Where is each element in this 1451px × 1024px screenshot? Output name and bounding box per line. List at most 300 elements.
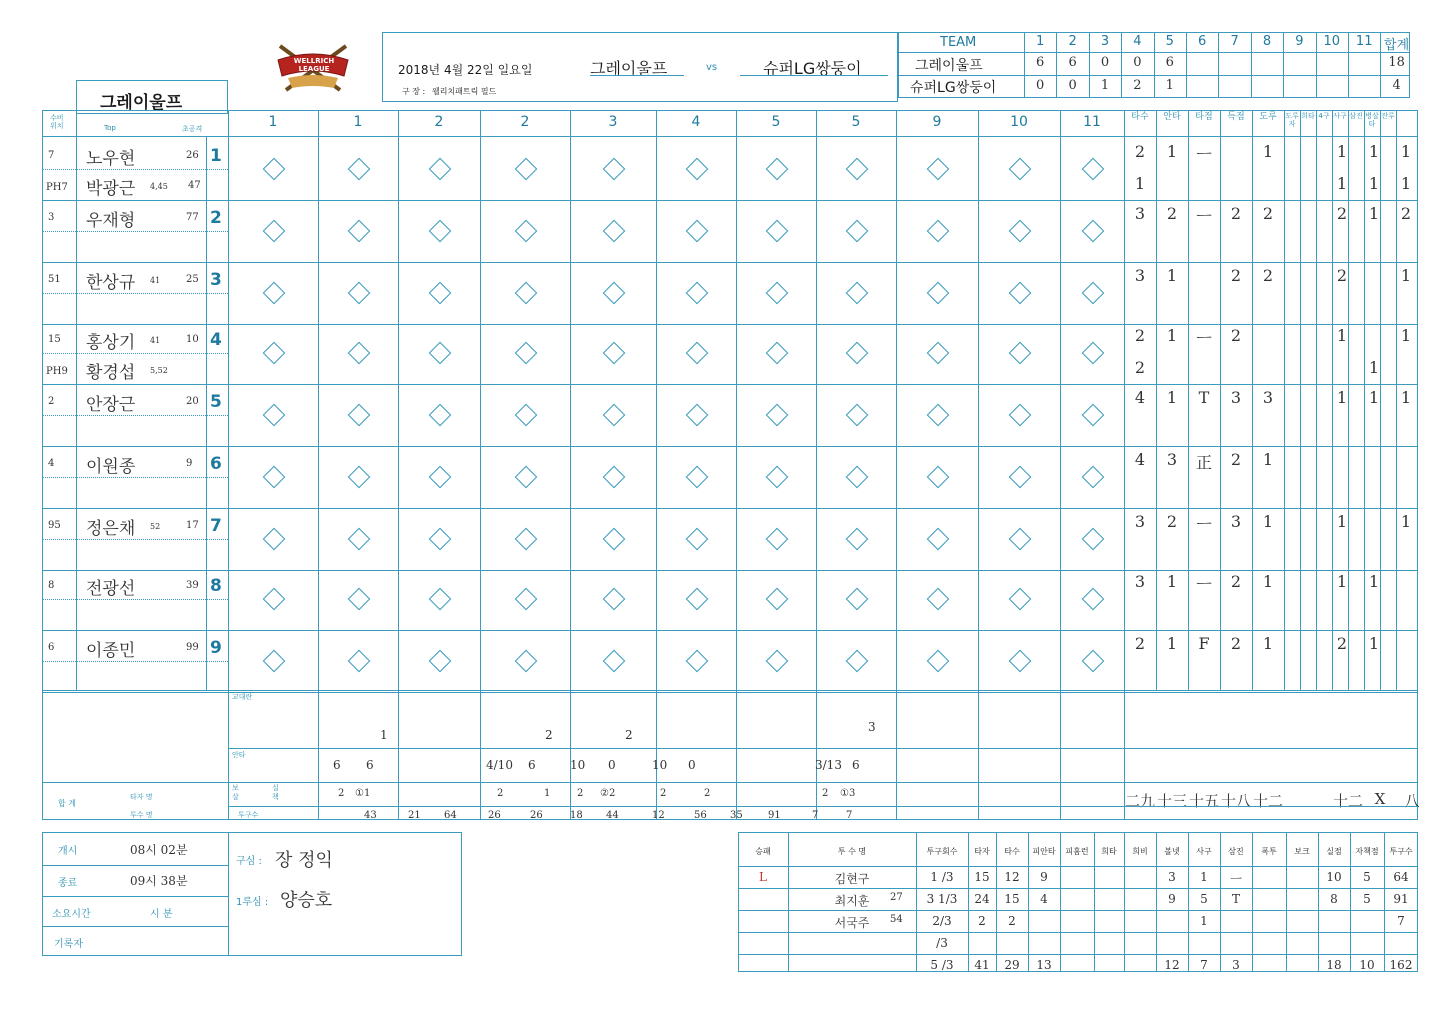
pitcher-label: 투수 명	[130, 811, 153, 819]
bb-value: 2	[822, 788, 829, 799]
back-label: 초공격	[182, 125, 203, 133]
change-mark: 2	[545, 728, 553, 742]
pitch-count: 35	[730, 810, 743, 821]
pitch-cell: 5	[1200, 892, 1208, 906]
batting-order: 5	[210, 392, 222, 412]
divider	[1124, 136, 1418, 137]
pitch-header: 폭투	[1261, 847, 1277, 856]
stat-header: 도루	[1259, 112, 1277, 122]
pitch-row-divider	[738, 866, 1418, 867]
pitch-header: 희비	[1132, 847, 1148, 856]
row-subdivider	[42, 231, 228, 232]
stat-value: 1	[1336, 572, 1348, 591]
stat-value: 3	[1166, 450, 1178, 469]
batter-name: 우재형	[86, 211, 136, 231]
pitch-count: 64	[444, 810, 457, 821]
inning-divider	[656, 110, 657, 820]
inning-divider	[736, 110, 737, 820]
stat-value: 2	[1336, 266, 1348, 285]
bb-value: ①3	[840, 788, 856, 799]
bb-value: 2	[704, 788, 711, 799]
inning-header: 4	[691, 114, 701, 130]
bb-value: ①1	[355, 788, 371, 799]
stat-divider	[1300, 110, 1301, 690]
linescore-inning-header: 합계	[1384, 38, 1410, 53]
linescore-score: 18	[1388, 55, 1405, 70]
pitch-cell: 4	[1040, 892, 1048, 906]
start-label: 개시	[58, 846, 78, 857]
hits-value: 10	[570, 758, 586, 772]
batting-order: 1	[210, 146, 222, 166]
row-divider	[42, 570, 1418, 571]
duration-value: 시 분	[150, 909, 173, 920]
stat-value: F	[1198, 634, 1210, 653]
pitch-cell: 2	[978, 914, 986, 928]
pitch-cell: 10	[1359, 958, 1375, 972]
start-value: 08시 02분	[130, 843, 188, 857]
inning-header: 2	[520, 114, 530, 130]
pitch-cell: 29	[1004, 958, 1020, 972]
stat-value: 1	[1166, 388, 1178, 407]
stat-value: 1	[1368, 174, 1380, 193]
away-team: 슈퍼LG쌍둥이	[763, 59, 862, 78]
stat-value: 1	[1368, 572, 1380, 591]
stat-value: 1	[1400, 326, 1412, 345]
hits-value: 4/10	[486, 758, 513, 772]
pitch-cell: 10	[1326, 870, 1342, 884]
linescore-score: 0	[1100, 55, 1110, 70]
stat-value: 1	[1134, 174, 1146, 193]
row-subdivider	[42, 477, 228, 478]
batter-name: 한상규	[86, 273, 136, 293]
linescore-score: 0	[1068, 78, 1077, 93]
batter-position: 15	[48, 334, 61, 345]
batter-number: 20	[186, 396, 199, 407]
stat-divider	[1364, 110, 1365, 690]
stat-value: 2	[1336, 204, 1348, 223]
stat-header: 사구	[1333, 112, 1347, 120]
linescore-inning-header: 11	[1355, 34, 1373, 49]
stat-value: 2	[1336, 634, 1348, 653]
pitch-cell: L	[759, 870, 767, 884]
pitch-header: 투 수 명	[837, 847, 867, 856]
pitch-cell: 3	[1168, 870, 1176, 884]
pitch-row-divider	[738, 954, 1418, 955]
first-umpire: 양승호	[280, 890, 333, 911]
stat-value: 1	[1166, 572, 1178, 591]
linescore-team-away: 슈퍼LG쌍둥이	[910, 80, 997, 96]
batter-position: 8	[48, 580, 55, 591]
stat-value: 2	[1230, 634, 1242, 653]
pitch-header: 승패	[755, 847, 771, 856]
stat-value: 1	[1262, 512, 1274, 531]
row-divider	[42, 262, 1418, 263]
change-mark: 1	[380, 728, 388, 742]
inning-divider	[896, 110, 897, 820]
pitch-cell: 24	[974, 892, 990, 906]
stat-divider	[1348, 110, 1349, 690]
pitch-count: 18	[570, 810, 583, 821]
stat-value: T	[1198, 388, 1210, 407]
chief-umpire: 장 정익	[275, 850, 333, 871]
stat-value: 1	[1262, 634, 1274, 653]
batter-number: 10	[186, 334, 199, 345]
batting-order: 3	[210, 270, 222, 290]
inning-divider	[570, 110, 571, 820]
pitch-header: 희타	[1101, 847, 1117, 856]
stat-value: 2	[1134, 142, 1146, 161]
pitch-cell: 2	[1008, 914, 1016, 928]
stat-divider	[1156, 110, 1157, 690]
linescore-inning-header: 9	[1295, 34, 1304, 49]
stat-header: 4구	[1318, 112, 1330, 120]
linescore-inning-header: 7	[1230, 34, 1239, 49]
batter-name: 이원종	[86, 457, 136, 477]
pitch-cell: 2/3	[932, 914, 952, 928]
stat-value: 3	[1134, 572, 1146, 591]
row-subdivider	[42, 661, 228, 662]
batter-name: 노우현	[86, 149, 136, 169]
pitch-cell: ㅡ	[1230, 872, 1242, 886]
batter-position: 6	[48, 642, 55, 653]
inning-header: 3	[608, 114, 618, 130]
pitch-cell: 3 1/3	[926, 892, 958, 906]
pitch-cell: 12	[1004, 870, 1020, 884]
stat-divider	[1252, 110, 1253, 690]
row-subdivider	[42, 293, 228, 294]
stat-divider	[1188, 110, 1189, 690]
row-divider	[42, 324, 1418, 325]
stat-value: 1	[1368, 634, 1380, 653]
stat-divider	[1316, 110, 1317, 690]
pitch-cell: 7	[1200, 958, 1208, 972]
pitch-cell: 13	[1036, 958, 1052, 972]
pitch-header: 삼진	[1228, 847, 1244, 856]
stat-value: 1	[1368, 142, 1380, 161]
stat-value: 1	[1336, 388, 1348, 407]
pitch-cell: 9	[1168, 892, 1176, 906]
pitch-count: 43	[364, 810, 377, 821]
sub-number: 47	[188, 180, 201, 191]
pos-header: 수비 위치	[50, 114, 64, 130]
stat-header: 희타	[1301, 112, 1315, 120]
inning-header: 2	[434, 114, 444, 130]
pitch-header: 투구회수	[926, 847, 958, 856]
pitch-count: 56	[694, 810, 707, 821]
err-label: 실 책	[272, 784, 279, 801]
change-mark: 2	[625, 728, 633, 742]
batter-number: 26	[186, 150, 199, 161]
batting-order: 6	[210, 454, 222, 474]
stat-value: 2	[1230, 204, 1242, 223]
pitch-row-divider	[738, 888, 1418, 889]
pitch-header: 타수	[1004, 847, 1020, 856]
bb-value: 2	[338, 788, 345, 799]
stat-value: ㅡ	[1196, 145, 1212, 164]
stat-value: 1	[1400, 512, 1412, 531]
hits-label: 안타	[232, 751, 246, 759]
hits-value: 6	[366, 758, 374, 772]
stat-value: 3	[1230, 388, 1242, 407]
inning-divider	[398, 110, 399, 820]
stat-value: 2	[1230, 572, 1242, 591]
row-subdivider	[42, 415, 228, 416]
hits-value: 3/13	[815, 758, 842, 772]
end-value: 09시 38분	[130, 874, 188, 888]
pitch-cell: 18	[1326, 958, 1342, 972]
stat-value: ㅡ	[1196, 329, 1212, 348]
stat-header: 타점	[1195, 112, 1213, 122]
stat-value: 1	[1166, 326, 1178, 345]
stat-value: 1	[1336, 142, 1348, 161]
linescore-score: 4	[1392, 78, 1401, 93]
inning-header: 1	[268, 114, 278, 130]
linescore-inning-header: 2	[1068, 34, 1077, 49]
pitcher-number: 27	[890, 892, 903, 903]
stat-value: 1	[1262, 450, 1274, 469]
stat-header: 도루자	[1285, 112, 1299, 128]
batter-name: 정은채	[86, 519, 136, 539]
inning-header: 9	[932, 114, 942, 130]
batter-name: 홍상기	[86, 333, 136, 353]
bb-value: 1	[544, 788, 551, 799]
batting-order: 2	[210, 208, 222, 228]
stat-value: 2	[1134, 326, 1146, 345]
row-subdivider	[42, 539, 228, 540]
inning-header: 1	[353, 114, 363, 130]
stat-value: 3	[1230, 512, 1242, 531]
pitcher-number: 54	[890, 914, 903, 925]
stat-value: 3	[1134, 204, 1146, 223]
home-team: 그레이울프	[590, 59, 668, 78]
hits-value: 6	[528, 758, 536, 772]
pitch-cell: 서국주	[834, 916, 870, 930]
pitch-header: 피안타	[1032, 847, 1056, 856]
stat-total: 十八	[1220, 792, 1251, 810]
hits-value: 6	[852, 758, 860, 772]
pitch-count: 91	[768, 810, 781, 821]
pitch-count: 12	[652, 810, 665, 821]
stat-value: 正	[1195, 453, 1212, 472]
pitch-label: 투구수	[238, 811, 259, 819]
pitch-count: 7	[846, 810, 853, 821]
stat-value: 2	[1134, 634, 1146, 653]
linescore-score: 0	[1036, 78, 1045, 93]
linescore-score: 6	[1036, 55, 1045, 70]
first-umpire-label: 1루심 :	[236, 897, 269, 908]
inning-header: 5	[771, 114, 781, 130]
hits-value: 10	[652, 758, 668, 772]
sub-name: 황경섭	[86, 363, 136, 383]
batter-name: 이종민	[86, 641, 136, 661]
game-date: 2018년 4월 22일 일요일	[398, 63, 533, 77]
sub-note: 4,45	[150, 182, 168, 191]
pitch-count: 26	[530, 810, 543, 821]
linescore-inning-header: 4	[1133, 34, 1142, 49]
bb-value: 2	[660, 788, 667, 799]
stat-value: 1	[1368, 388, 1380, 407]
batter-label: 타자 명	[130, 793, 153, 801]
stat-value: 2	[1400, 204, 1412, 223]
stat-header: 잔루	[1381, 112, 1395, 120]
stat-total: 十五	[1188, 792, 1219, 810]
stat-value: 2	[1230, 266, 1242, 285]
linescore-score: 2	[1133, 78, 1142, 93]
league-logo	[270, 44, 356, 94]
pitch-cell: 8	[1330, 892, 1338, 906]
linescore-inning-header: 6	[1198, 34, 1207, 49]
batting-order: 9	[210, 638, 222, 658]
linescore-score: 1	[1100, 78, 1110, 93]
pitch-cell: 15	[1004, 892, 1020, 906]
batting-order: 7	[210, 516, 222, 536]
pitch-header: 사구	[1196, 847, 1212, 856]
linescore-inning-header: 1	[1036, 34, 1045, 49]
stat-value: 1	[1262, 572, 1274, 591]
stat-value: 3	[1134, 512, 1146, 531]
stat-value: 1	[1166, 266, 1178, 285]
inning-divider	[318, 110, 319, 820]
row-subdivider	[42, 599, 228, 600]
stat-value: 2	[1166, 204, 1178, 223]
linescore-inning-header: 10	[1323, 34, 1341, 49]
duration-label: 소요시간	[52, 909, 91, 920]
batter-name: 안장근	[86, 395, 136, 415]
linescore-score: 6	[1165, 55, 1174, 70]
stat-total: 十二	[1332, 792, 1363, 810]
stat-value: 3	[1262, 388, 1274, 407]
batter-position: 95	[48, 520, 61, 531]
pitch-cell: 5	[1363, 870, 1371, 884]
inning-divider	[480, 110, 481, 820]
end-label: 종료	[58, 878, 78, 889]
stat-total: 十二	[1252, 792, 1283, 810]
hits-value: 0	[608, 758, 616, 772]
hits-value: 6	[333, 758, 341, 772]
stat-value: 1	[1400, 266, 1412, 285]
stat-total: X	[1374, 790, 1386, 808]
top-label: Top	[104, 124, 116, 132]
stat-value: 1	[1262, 142, 1274, 161]
pitch-cell: 15	[974, 870, 990, 884]
stat-value: 2	[1262, 266, 1274, 285]
pitch-header: 타자	[974, 847, 990, 856]
inning-header: 11	[1083, 114, 1101, 130]
recorder-label: 기록자	[54, 939, 83, 950]
change-mark: 3	[868, 720, 876, 734]
pitch-cell: 1 /3	[930, 870, 954, 884]
sum-label: 합 계	[58, 799, 76, 808]
stat-divider	[1220, 110, 1221, 690]
stat-value: 1	[1166, 142, 1178, 161]
pitch-header: 실점	[1326, 847, 1342, 856]
row-divider	[42, 446, 1418, 447]
pitch-header: 피홈런	[1065, 847, 1089, 856]
stat-value: 1	[1336, 174, 1348, 193]
pitch-cell: 1	[1200, 914, 1208, 928]
stat-value: 1	[1336, 512, 1348, 531]
row-divider	[42, 384, 1418, 385]
row-divider	[42, 200, 1418, 201]
stat-header: 병살타	[1365, 112, 1379, 128]
batter-position: 3	[48, 212, 55, 223]
stat-value: 1	[1166, 634, 1178, 653]
batter-number: 9	[186, 458, 193, 469]
pitch-header: 볼넷	[1164, 847, 1180, 856]
bb-value: ②2	[600, 788, 616, 799]
pitch-header: 투구수	[1389, 847, 1413, 856]
stat-value: 4	[1134, 450, 1146, 469]
sub-note: 5,52	[150, 366, 168, 375]
pitch-cell: 64	[1393, 870, 1409, 884]
batter-position: 51	[48, 274, 61, 285]
batter-position: 2	[48, 396, 55, 407]
batting-order: 4	[210, 330, 222, 350]
stat-value: 4	[1134, 388, 1146, 407]
stat-divider	[1380, 110, 1381, 690]
stat-value: 2	[1262, 204, 1274, 223]
linescore-inning-header: 8	[1262, 34, 1272, 49]
sub-name: 박광근	[86, 179, 136, 199]
row-subdivider	[42, 169, 228, 170]
stat-divider	[1284, 110, 1285, 690]
stat-divider	[1396, 110, 1397, 690]
inning-header: 5	[851, 114, 861, 130]
batter-number: 25	[186, 274, 199, 285]
pitch-row-divider	[738, 910, 1418, 911]
pitch-cell: 12	[1164, 958, 1180, 972]
pitch-count: 26	[488, 810, 501, 821]
batter-note: 52	[150, 522, 161, 531]
linescore-inning-header: 3	[1100, 34, 1110, 49]
pitch-count: 7	[812, 810, 819, 821]
linescore-inning-header: 5	[1165, 34, 1174, 49]
pitch-cell: 41	[974, 958, 990, 972]
inning-header: 10	[1010, 114, 1028, 130]
stat-header: 득점	[1227, 112, 1245, 122]
pitch-header: 보크	[1294, 847, 1310, 856]
sub-position: PH9	[46, 366, 68, 377]
chief-umpire-label: 구심 :	[236, 856, 262, 867]
stat-header: 타수	[1131, 112, 1149, 122]
pitch-cell: 3	[1232, 958, 1240, 972]
stat-value: 1	[1400, 388, 1412, 407]
stat-value: 1	[1336, 326, 1348, 345]
pitch-cell: 7	[1397, 914, 1405, 928]
pitch-cell: 91	[1393, 892, 1409, 906]
pitch-cell: 최지훈	[834, 894, 870, 908]
pitch-cell: 162	[1389, 958, 1413, 972]
pitch-cell: 5	[1363, 892, 1371, 906]
stat-header: 삼진	[1349, 112, 1363, 120]
linescore-team-home: 그레이울프	[915, 58, 983, 74]
field-label: 구 장 :	[402, 87, 426, 96]
pitch-header: 자책점	[1355, 847, 1379, 856]
pitch-cell: 9	[1040, 870, 1048, 884]
pitch-cell: /3	[936, 936, 948, 950]
batter-note: 41	[150, 276, 161, 285]
pitch-count: 44	[606, 810, 619, 821]
bb-value: 2	[497, 788, 504, 799]
stat-value: 2	[1166, 512, 1178, 531]
stat-total: 十三	[1156, 792, 1187, 810]
linescore-score: 1	[1165, 78, 1174, 93]
linescore-score: 6	[1068, 55, 1077, 70]
batter-note: 41	[150, 336, 161, 345]
batter-name: 전광선	[86, 579, 136, 599]
stat-value: 1	[1368, 204, 1380, 223]
pitch-cell: 5 /3	[930, 958, 954, 972]
